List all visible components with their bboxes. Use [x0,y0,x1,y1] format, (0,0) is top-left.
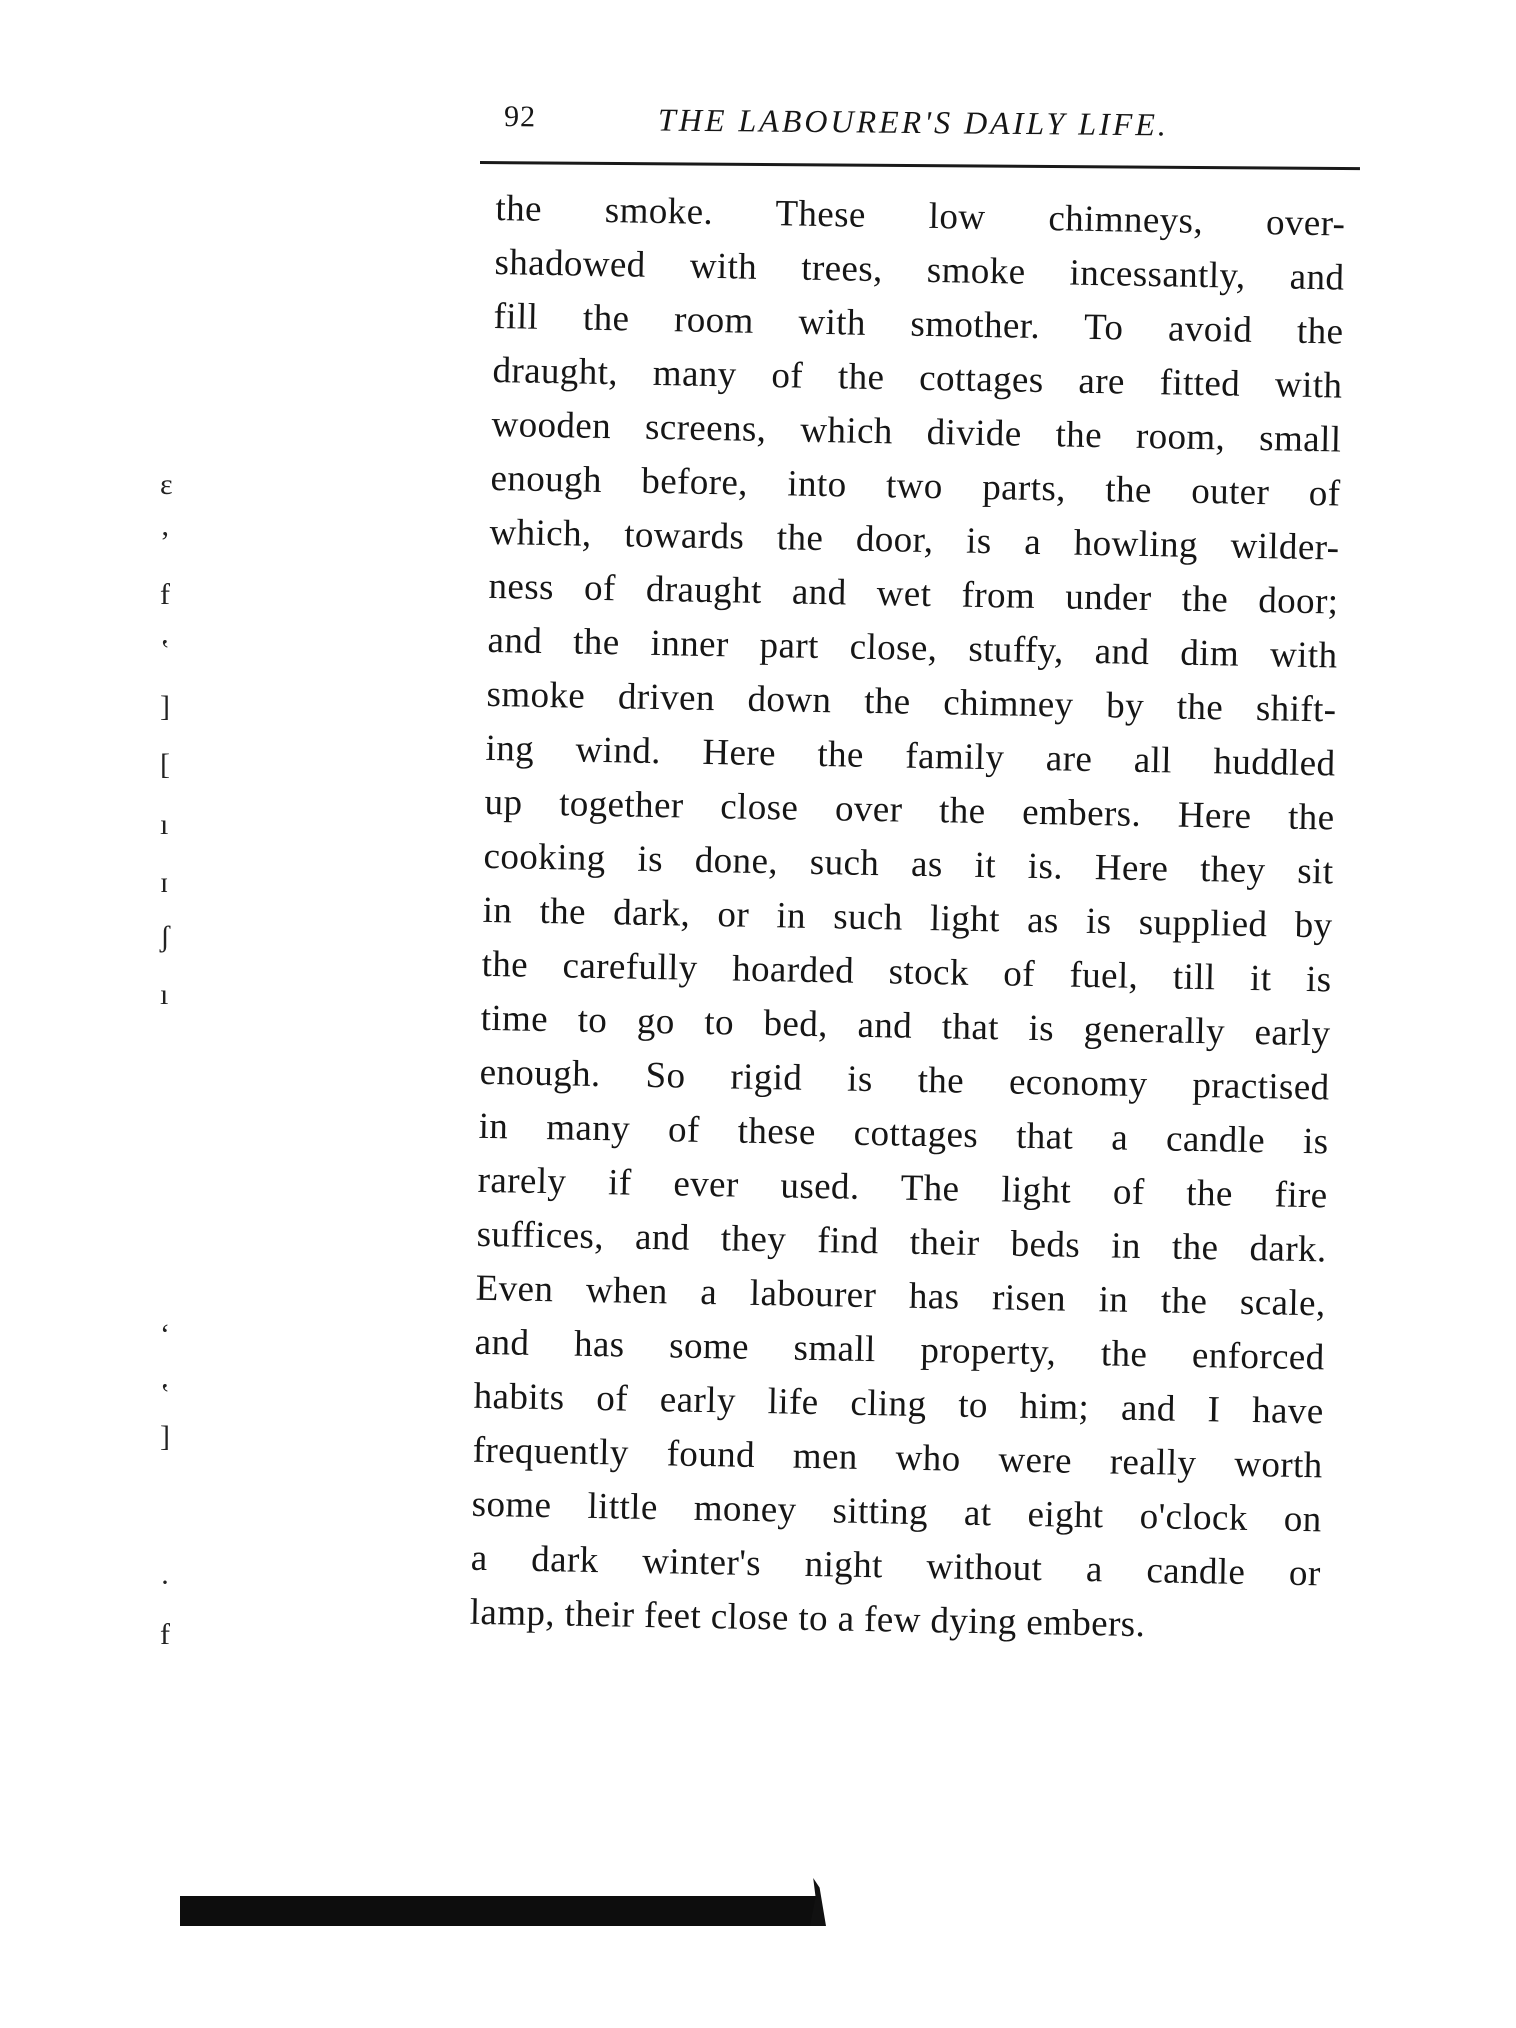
ink-smudge-bar [180,1896,820,1926]
body-text [469,182,1346,1655]
bleed-mark: ı [160,978,169,1011]
text-line: some little money sitting at eight o'clock on [471,1483,1322,1541]
text-line: shadowed with trees, smoke incessantly, and [494,241,1345,299]
text-line: a dark winter's night without a candle or [470,1537,1322,1595]
text-line: rarely if ever used. The light of the fire [477,1159,1328,1217]
text-line: draught, many of the cottages are fitted with [492,349,1343,407]
bleed-mark: ʃ [160,920,170,953]
text-line: which, towards the door, is a howling wilder- [489,511,1340,569]
bleed-mark: ] [160,1420,170,1453]
bleed-mark: ʼ [160,526,170,559]
bleed-mark: ʽ [160,1378,170,1411]
text-line: ing wind. Here the family are all huddled [485,727,1336,785]
bleed-mark: [ [160,748,170,781]
text-line: habits of early life cling to him; and I have [473,1375,1324,1433]
text-line: up together close over the embers. Here the [484,781,1335,839]
text-line: suffices, and they find their beds in the dark. [476,1213,1327,1271]
text-line: time to go to bed, and that is generally early [480,997,1331,1055]
bleed-mark: ı [160,808,169,841]
text-line: wooden screens, which divide the room, small [491,403,1342,461]
bleed-mark: · [160,1566,170,1599]
text-line: the carefully hoarded stock of fuel, till it is [481,943,1332,1001]
text-line: in many of these cottages that a candle is [478,1105,1329,1163]
text-line: smoke driven down the chimney by the shift- [486,673,1337,731]
text-line: cooking is done, such as it is. Here they sit [483,835,1334,893]
text-line: lamp, their feet close to a few dying embers. [469,1591,1146,1646]
running-title: THE LABOURER'S DAILY LIFE. [657,101,1170,143]
text-line: enough. So rigid is the economy practised [479,1051,1330,1109]
bleed-mark: ʻ [160,1318,170,1351]
text-line: and has some small property, the enforced [474,1321,1325,1379]
header-rule [480,161,1360,170]
text-line: enough before, into two parts, the outer of [490,457,1341,515]
text-line: Even when a labourer has risen in the scale, [475,1267,1326,1325]
bleed-mark: ɪ [160,866,169,899]
text-line: the smoke. These low chimneys, over- [495,187,1346,245]
running-head [500,96,1340,154]
bleed-mark: f [160,1618,170,1651]
bleed-mark: ] [160,690,170,723]
bleed-mark: f [160,578,170,611]
bleed-mark: ʽ [160,634,170,667]
page-number: 92 [503,100,537,134]
bleed-mark: ɛ [160,468,173,501]
text-line: and the inner part close, stuffy, and dim with [487,619,1338,677]
text-line: fill the room with smother. To avoid the [493,295,1344,353]
text-line: ness of draught and wet from under the door; [488,565,1339,623]
text-line: frequently found men who were really worth [472,1429,1323,1487]
facing-page-bleed [160,470,200,1670]
text-line: in the dark, or in such light as is supplied by [482,889,1333,947]
